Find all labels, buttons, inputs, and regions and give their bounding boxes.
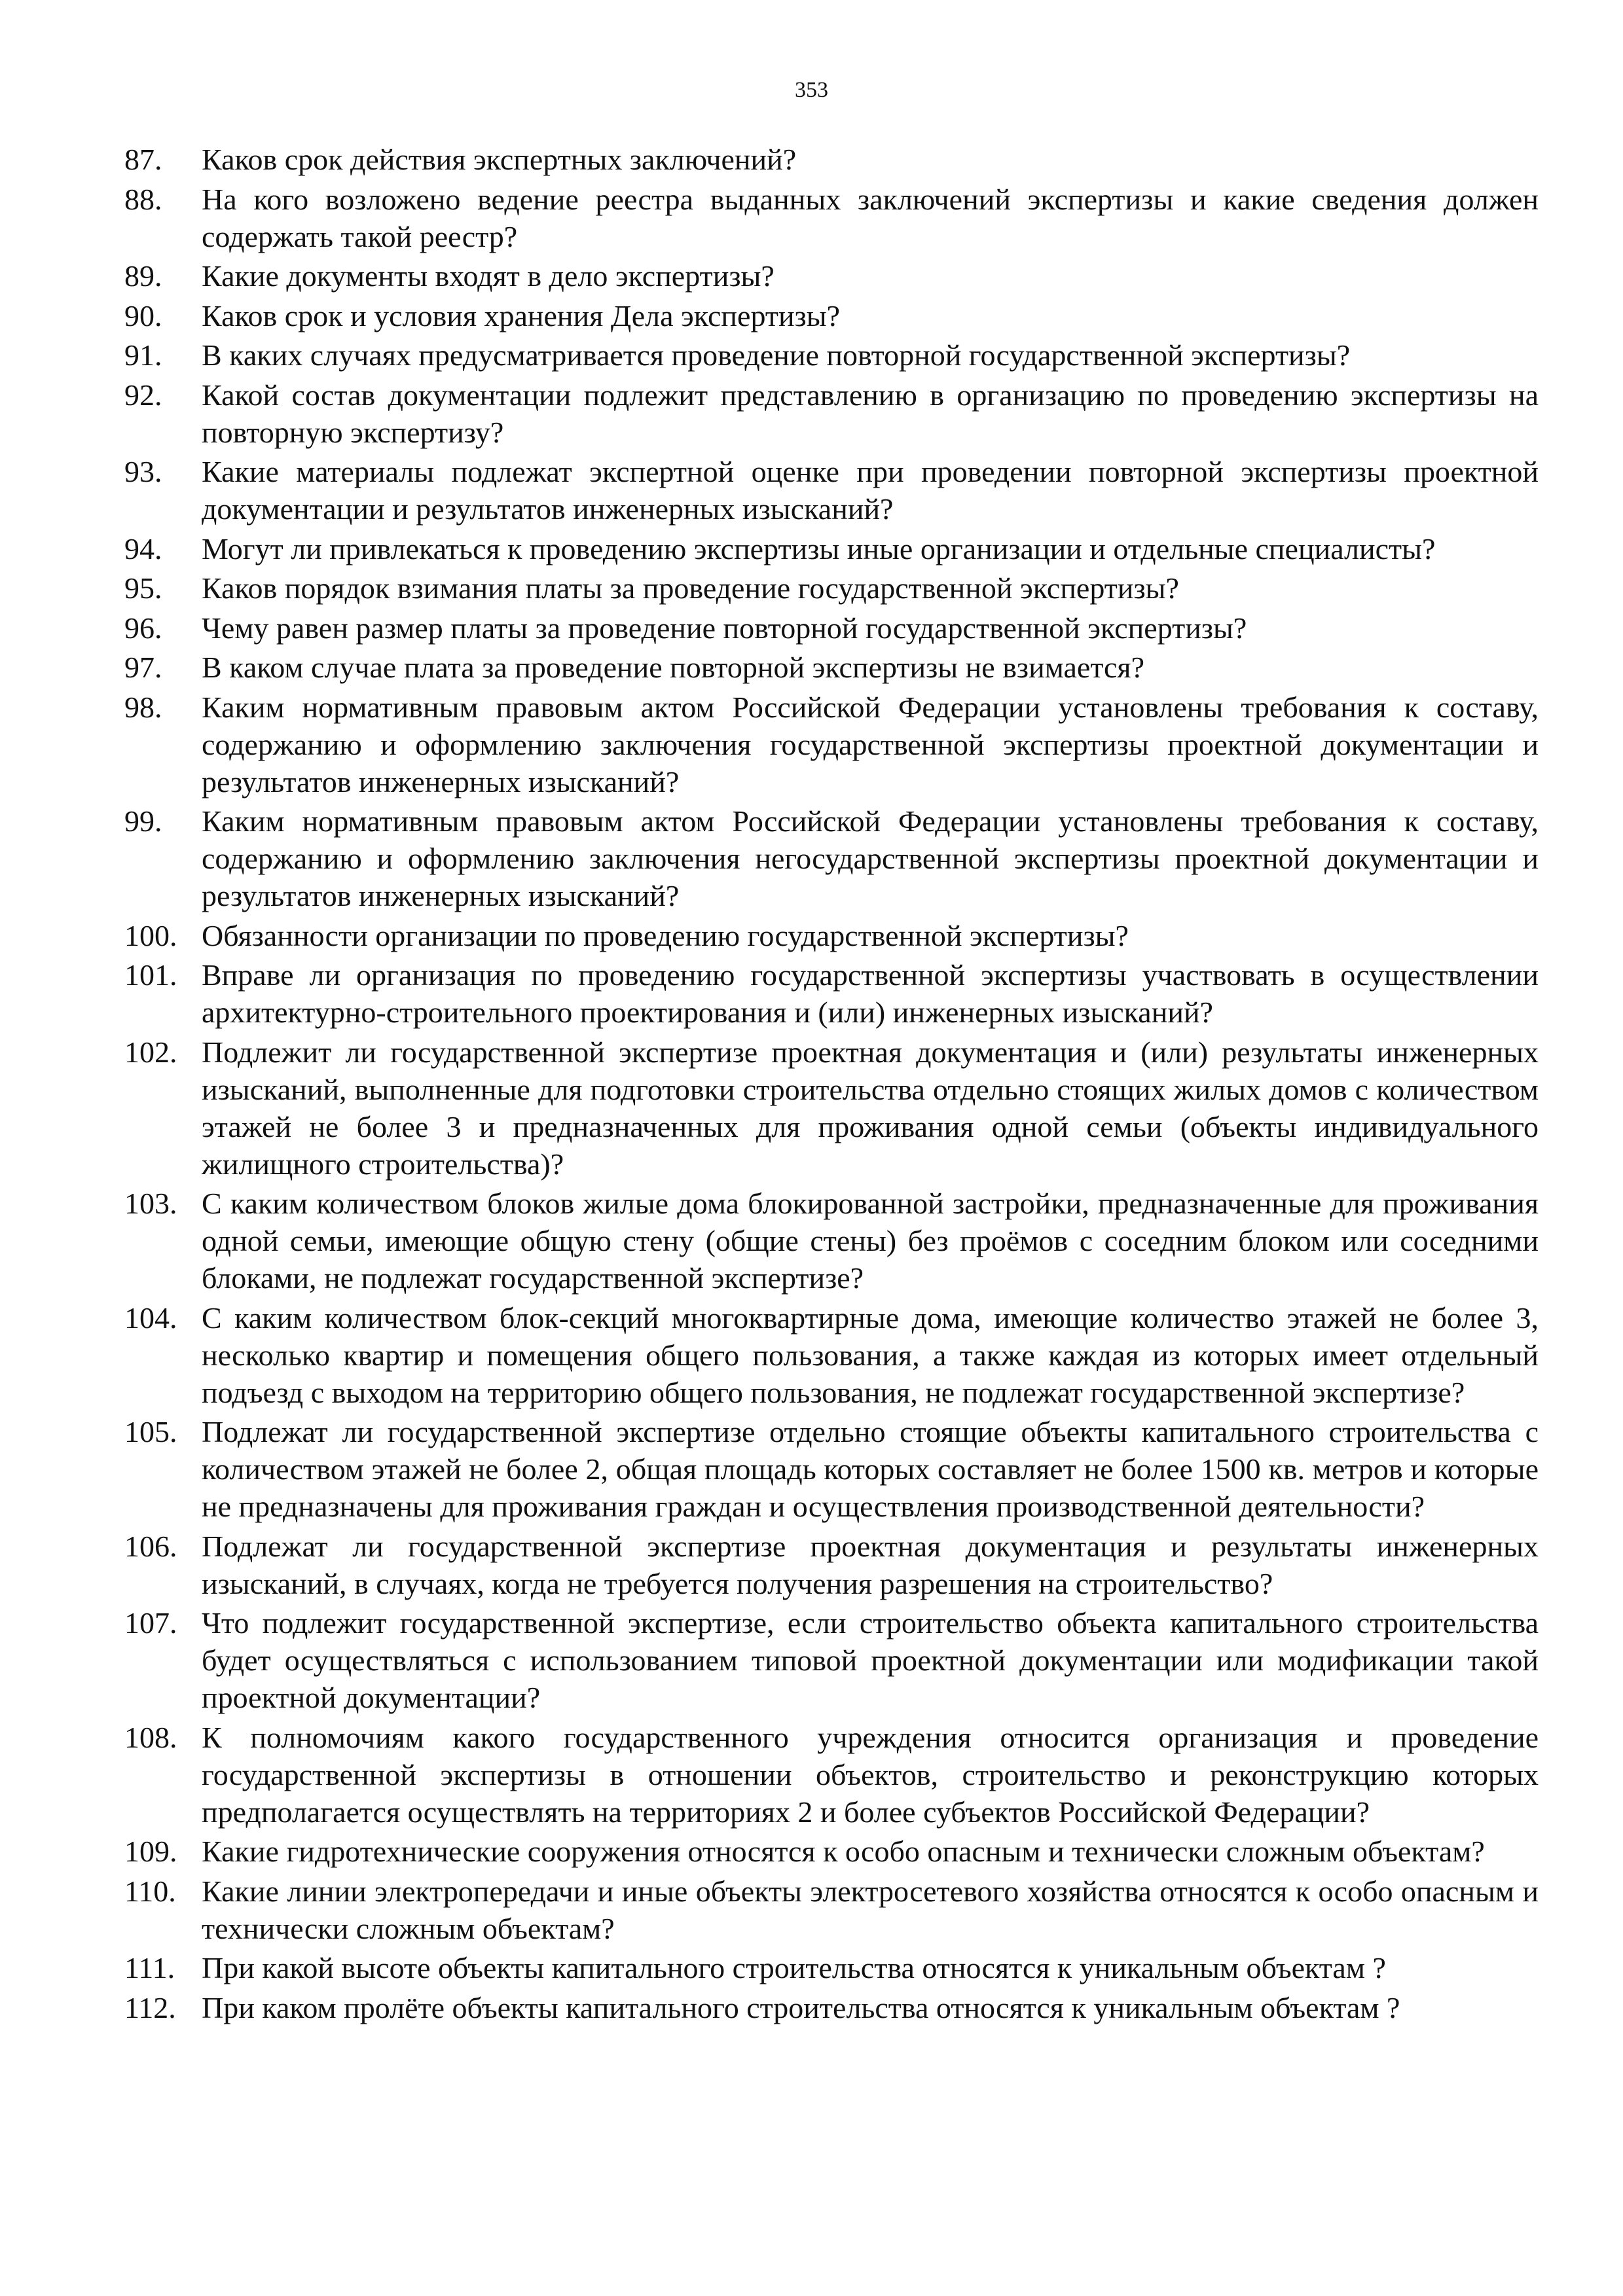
question-number: 103. xyxy=(124,1187,177,1220)
question-number: 100. xyxy=(124,918,177,952)
question-text: Какие линии электропередачи и иные объекты электросетевого хозяйства относятся к особо опасным и технически сложным объектам? xyxy=(202,1874,1539,1945)
question-text: Каков порядок взимания платы за проведение государственной экспертизы? xyxy=(202,571,1179,605)
question-text: Каким нормативным правовым актом Российской Федерации установлены требования к составу, содержанию и оформлению заключения негосударственной экспертизы проектной документации и результатов инженерных изысканий? xyxy=(202,804,1539,912)
question-text: Чему равен размер платы за проведение повторной государственной экспертизы? xyxy=(202,611,1247,645)
question-item xyxy=(124,297,1539,334)
question-number: 111. xyxy=(124,1951,175,1984)
question-item xyxy=(124,1873,1539,1947)
question-item xyxy=(124,181,1539,255)
question-number: 101. xyxy=(124,958,177,992)
question-text: К полномочиям какого государственного учреждения относится организация и проведение государственной экспертизы в отношении объектов, строительство и реконструкцию которых предполагается осуществлять на территориях 2 и более субъектов Российской Федерации? xyxy=(202,1720,1539,1829)
question-text: Какие материалы подлежат экспертной оценке при проведении повторной экспертизы проектной документации и результатов инженерных изысканий? xyxy=(202,455,1539,526)
question-text: При каком пролёте объекты капитального строительства относятся к уникальным объектам ? xyxy=(202,1990,1400,2024)
question-item xyxy=(124,453,1539,528)
question-number: 93. xyxy=(124,455,162,488)
question-number: 90. xyxy=(124,298,162,332)
question-text: Каким нормативным правовым актом Российской Федерации установлены требования к составу, содержанию и оформлению заключения государственной экспертизы проектной документации и результатов инженерных изысканий? xyxy=(202,690,1539,798)
question-text: С каким количеством блок-секций многоквартирные дома, имеющие количество этажей не более 3, несколько квартир и помещения общего пользования, а также каждая из которых имеет отдельный подъезд с выходом на территорию общего пользования, не подлежат государственной экспертизе? xyxy=(202,1300,1539,1409)
question-text: Что подлежит государственной экспертизе, если строительство объекта капитального строительства будет осуществляться с использованием типовой проектной документации или модификации такой проектной документации? xyxy=(202,1606,1539,1714)
question-item xyxy=(124,1299,1539,1411)
question-number: 108. xyxy=(124,1720,177,1754)
question-text: Какие документы входят в дело экспертизы? xyxy=(202,259,775,293)
question-item xyxy=(124,530,1539,567)
question-text: Каков срок действия экспертных заключений? xyxy=(202,143,797,176)
question-item xyxy=(124,1033,1539,1183)
question-text: В каком случае плата за проведение повторной экспертизы не взимается? xyxy=(202,651,1144,684)
question-item xyxy=(124,956,1539,1031)
question-number: 98. xyxy=(124,690,162,724)
question-text: Подлежат ли государственной экспертизе отдельно стоящие объекты капитального строительства с количеством этажей не более 2, общая площадь которых составляет не более 1500 кв. метров и которые не предназначены для проживания граждан и осуществления производственной деятельности? xyxy=(202,1415,1539,1523)
question-number: 91. xyxy=(124,338,162,372)
question-item xyxy=(124,1989,1539,2026)
question-item xyxy=(124,1833,1539,1870)
question-number: 110. xyxy=(124,1874,176,1908)
question-item xyxy=(124,1719,1539,1831)
question-text: Обязанности организации по проведению государственной экспертизы? xyxy=(202,918,1129,952)
question-number: 97. xyxy=(124,651,162,684)
question-number: 92. xyxy=(124,378,162,412)
question-item xyxy=(124,1528,1539,1602)
question-text: На кого возложено ведение реестра выданных заключений экспертизы и какие сведения должен содержать такой реестр? xyxy=(202,182,1539,253)
question-number: 88. xyxy=(124,182,162,216)
question-item xyxy=(124,1949,1539,1986)
question-number: 99. xyxy=(124,804,162,838)
question-item xyxy=(124,1185,1539,1297)
question-item xyxy=(124,649,1539,686)
question-text: Какой состав документации подлежит представлению в организацию по проведению экспертизы на повторную экспертизу? xyxy=(202,378,1539,449)
question-item xyxy=(124,689,1539,800)
question-number: 102. xyxy=(124,1035,177,1069)
question-item xyxy=(124,802,1539,914)
question-number: 94. xyxy=(124,531,162,565)
question-text: При какой высоте объекты капитального строительства относятся к уникальным объектам ? xyxy=(202,1951,1386,1984)
question-text: Подлежит ли государственной экспертизе проектная документация и (или) результаты инженерных изысканий, выполненные для подготовки строительства отдельно стоящих жилых домов с количеством этажей не более 3 и предназначенных для проживания одной семьи (объекты индивидуального жилищного строительства)? xyxy=(202,1035,1539,1181)
question-number: 89. xyxy=(124,259,162,293)
question-text: Какие гидротехнические сооружения относятся к особо опасным и технически сложным объектам? xyxy=(202,1835,1485,1868)
question-number: 106. xyxy=(124,1529,177,1563)
question-item xyxy=(124,1413,1539,1525)
question-number: 107. xyxy=(124,1606,177,1640)
question-number: 87. xyxy=(124,143,162,176)
question-number: 109. xyxy=(124,1835,177,1868)
question-text: Каков срок и условия хранения Дела экспертизы? xyxy=(202,298,841,332)
question-item xyxy=(124,336,1539,374)
page-number: 353 xyxy=(795,78,828,102)
question-text: В каких случаях предусматривается проведение повторной государственной экспертизы? xyxy=(202,338,1351,372)
question-item xyxy=(124,141,1539,178)
question-number: 96. xyxy=(124,611,162,645)
question-item xyxy=(124,569,1539,607)
question-number: 112. xyxy=(124,1990,176,2024)
question-item xyxy=(124,1604,1539,1716)
question-number: 95. xyxy=(124,571,162,605)
question-text: С каким количеством блоков жилые дома блокированной застройки, предназначенные для проживания одной семьи, имеющие общую стену (общие стены) без проёмов с соседним блоком или соседними блоками, не подлежат государственной экспертизе? xyxy=(202,1187,1539,1295)
question-list xyxy=(124,141,1539,2028)
question-text: Вправе ли организация по проведению государственной экспертизы участвовать в осуществлении архитектурно-строительного проектирования и (или) инженерных изысканий? xyxy=(202,958,1539,1029)
question-item xyxy=(124,609,1539,647)
question-item xyxy=(124,376,1539,451)
question-item xyxy=(124,917,1539,954)
question-text: Могут ли привлекаться к проведению экспертизы иные организации и отдельные специалисты? xyxy=(202,531,1436,565)
question-number: 105. xyxy=(124,1415,177,1448)
question-item xyxy=(124,257,1539,295)
question-text: Подлежат ли государственной экспертизе проектная документация и результаты инженерных изысканий, в случаях, когда не требуется получения разрешения на строительство? xyxy=(202,1529,1539,1600)
question-number: 104. xyxy=(124,1300,177,1335)
